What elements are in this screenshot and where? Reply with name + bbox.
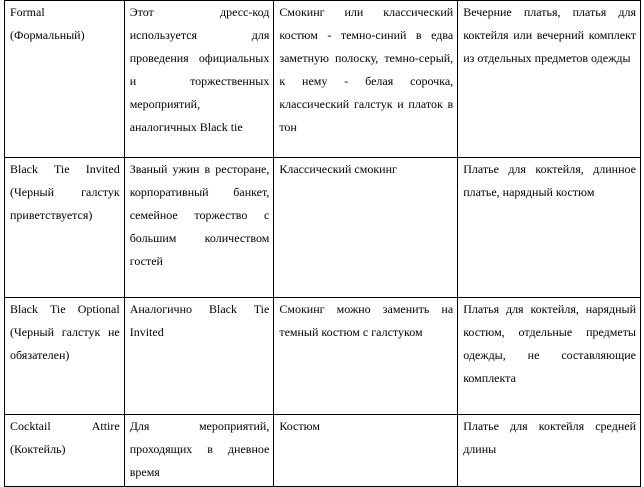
women-attire-cell: Платья для коктейля, нарядный костюм, отдельные предметы одежды, не составляющие комплекта	[458, 298, 641, 415]
women-attire-cell: Платье для коктейля средней длины	[458, 415, 641, 487]
women-attire-cell: Платье для коктейля, длинное платье, нарядный костюм	[458, 158, 641, 298]
dress-code-name-cell: Black Tie Optional (Черный галстук не обязателен)	[5, 298, 125, 415]
table-row	[5, 415, 641, 487]
table-row	[5, 158, 641, 298]
dress-code-name-cell: Black Tie Invited (Черный галстук приветствуется)	[5, 158, 125, 298]
occasion-cell: Этот дресс-код используется для проведения официальных и торжественных мероприятий, аналогичных Black tie	[124, 1, 274, 158]
women-attire-cell: Вечерние платья, платья для коктейля или вечерний комплект из отдельных предметов одежды	[458, 1, 641, 158]
occasion-cell: Званый ужин в ресторане, корпоративный банкет, семейное торжество с большим количеством гостей	[124, 158, 274, 298]
table-row	[5, 298, 641, 415]
dress-code-name-cell: Cocktail Attire (Коктейль)	[5, 415, 125, 487]
occasion-cell: Для мероприятий, проходящих в дневное время	[124, 415, 274, 487]
men-attire-cell: Костюм	[274, 415, 458, 487]
occasion-cell: Аналогично Black Tie Invited	[124, 298, 274, 415]
men-attire-cell: Классический смокинг	[274, 158, 458, 298]
men-attire-cell: Смокинг можно заменить на темный костюм с галстуком	[274, 298, 458, 415]
men-attire-cell: Смокинг или классический костюм - темно-синий в едва заметную полоску, темно-серый, к нему - белая сорочка, классический галстук и платок в тон	[274, 1, 458, 158]
dress-code-table	[4, 0, 641, 487]
table-row	[5, 1, 641, 158]
dress-code-name-cell: Formal (Формальный)	[5, 1, 125, 158]
